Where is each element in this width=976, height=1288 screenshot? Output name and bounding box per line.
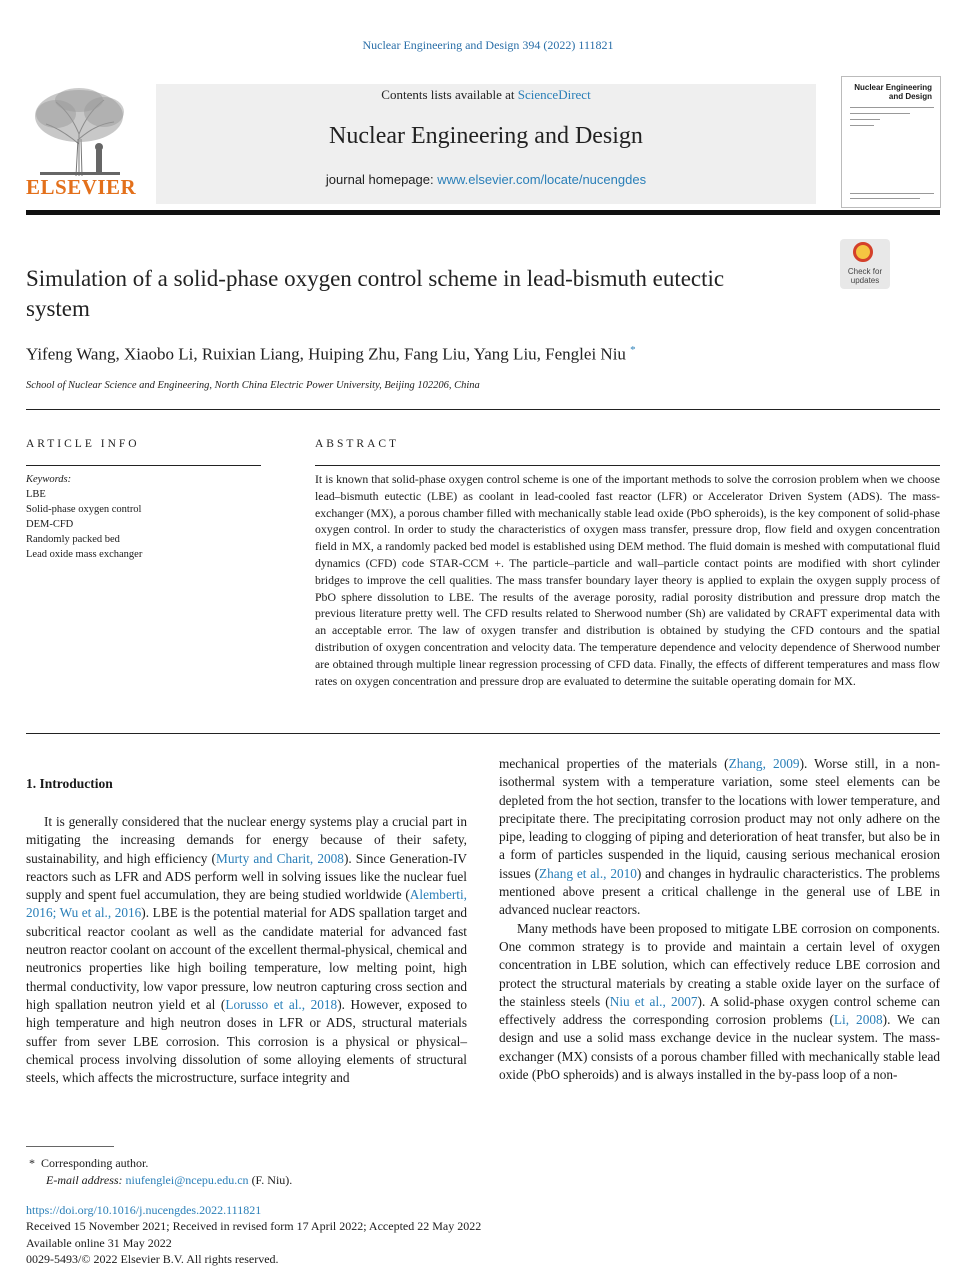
homepage-link[interactable]: www.elsevier.com/locate/nucengdes — [437, 172, 647, 187]
doi-link[interactable]: https://doi.org/10.1016/j.nucengdes.2022.111821 — [26, 1203, 262, 1217]
author-name[interactable]: Yang Liu — [473, 344, 537, 364]
cover-rule — [850, 198, 920, 199]
footnote-mark: * — [29, 1156, 35, 1170]
text-span: It is generally considered that the nuclear energy systems play a crucial part in mitigating the increasing demands for energy because of their safety, sustainability, and high efficiency ( — [26, 814, 467, 866]
text-span: Many methods have been proposed to mitigate LBE corrosion on components. One common strategy is to provide and maintain a certain level of oxygen concentration in LBE solution, which can effectively reduce LBE corrosion and protect the structural materials by creating a stable oxide layer on the surface of the stainless steels ( — [499, 920, 940, 1009]
email-label: E-mail address: — [46, 1173, 123, 1187]
publication-info — [26, 1202, 481, 1267]
keyword: DEM-CFD — [26, 519, 74, 530]
right-column — [499, 755, 940, 1084]
keywords-block — [26, 472, 266, 562]
text-span: mechanical properties of the materials ( — [499, 756, 729, 771]
article-title: Simulation of a solid-phase oxygen control scheme in lead-bismuth eutectic system — [26, 266, 725, 321]
affiliation: School of Nuclear Science and Engineering, North China Electric Power University, Beijing 102206, China — [26, 380, 480, 391]
footnote-line-email — [26, 1172, 292, 1189]
journal-citation[interactable]: Nuclear Engineering and Design 394 (2022) 111821 — [362, 38, 614, 52]
elsevier-logo-text: ELSEVIER — [26, 175, 137, 199]
text-span: ). Since Generation-IV reactors such as LFR and ADS perform well in solving issues like the nuclear fuel supply and spent fuel accumulation, they are being studied worldwide ( — [26, 850, 467, 903]
citation-link[interactable]: Zhang et al., 2010 — [539, 865, 637, 881]
header-rule — [26, 210, 940, 215]
divider — [26, 733, 940, 734]
contents-line — [156, 87, 816, 103]
abstract-heading: ABSTRACT — [315, 438, 400, 450]
journal-cover-thumbnail[interactable] — [841, 76, 941, 208]
author-list: Yifeng Wang, Xiaobo Li, Ruixian Liang, Huiping Zhu, Fang Liu, Yang Liu, Fenglei Niu * — [26, 344, 636, 364]
footnote-rule — [26, 1146, 114, 1147]
section-heading-introduction: 1. Introduction — [26, 776, 113, 791]
author-name[interactable]: Huiping Zhu — [308, 344, 396, 364]
text-span: ). A solid-phase oxygen control scheme can effectively address the corresponding corrosion problems ( — [499, 993, 941, 1028]
footnote — [26, 1155, 292, 1189]
check-updates-icon — [853, 242, 873, 262]
cover-rule — [850, 113, 910, 114]
cover-title-line-1: Nuclear Engineering — [854, 83, 932, 92]
text-span: ). Worse still, in a non-isothermal system with a temperature variation, some steel elements can be depleted from the hot section, transfer to the locations with lower temperature, and precipitate there. The precipitating corrosion product may not only adhere on the pipe, leading to clogging of piping and deterioration of heat transfer, but also be in a form of particles suspended in the liquid, causing serious mechanical erosion issues ( — [499, 756, 940, 881]
cover-rule — [850, 125, 874, 126]
received-dates: Received 15 November 2021; Received in revised form 17 April 2022; Accepted 22 May 2022 — [26, 1219, 482, 1234]
footnote-text: Corresponding author. — [41, 1156, 149, 1170]
divider — [315, 465, 940, 466]
paragraph — [499, 920, 940, 1085]
divider — [26, 465, 261, 466]
cover-rule — [850, 107, 934, 108]
contents-prefix: Contents lists available at — [381, 87, 515, 102]
citation-link[interactable]: Li, 2008 — [833, 1012, 883, 1028]
email-link[interactable]: niufenglei@ncepu.edu.cn — [125, 1173, 249, 1187]
author-name[interactable]: Fang Liu — [403, 344, 466, 364]
text-span: ) and changes in hydraulic characteristics. The problems mentioned above present a critical challenge in the general use of LBE in advanced nuclear reactors. — [499, 865, 940, 918]
badge-line-2: updates — [850, 276, 880, 285]
keyword: Randomly packed bed — [26, 534, 120, 545]
keyword: LBE — [26, 489, 46, 500]
badge-line-1: Check for — [847, 267, 883, 276]
citation-link[interactable]: Zhang, 2009 — [728, 756, 800, 771]
keyword: Lead oxide mass exchanger — [26, 549, 143, 560]
journal-header — [26, 76, 940, 208]
cover-title-line-2: and Design — [888, 92, 932, 101]
author-name[interactable]: Fenglei Niu — [545, 344, 626, 364]
text-span: ). However, exposed to high temperature and high neutron doses in LFR or ADS, structural materials suffer from sever LBE corrosion. This corrosion is a physical or physical–chemical process involving dissolution of some alloying elements of structural steels, which affects the microstructure, surface integrity and — [26, 996, 467, 1086]
check-for-updates-badge[interactable] — [840, 239, 890, 289]
homepage-prefix: journal homepage: — [325, 172, 434, 187]
article-info-heading: ARTICLE INFO — [26, 438, 140, 450]
keyword: Solid-phase oxygen control — [26, 504, 142, 515]
tree-logo-icon — [26, 84, 132, 180]
paragraph — [499, 755, 940, 920]
cover-title — [854, 83, 932, 101]
cover-rule — [850, 119, 880, 120]
keywords-label: Keywords: — [26, 474, 72, 485]
sciencedirect-link[interactable]: ScienceDirect — [517, 87, 591, 102]
citation-link[interactable]: Lorusso et al., 2018 — [225, 996, 338, 1012]
elsevier-logo[interactable] — [26, 84, 137, 204]
available-online: Available online 31 May 2022 — [26, 1235, 172, 1250]
journal-name: Nuclear Engineering and Design — [329, 123, 643, 149]
badge-text — [840, 267, 890, 285]
paragraph — [26, 813, 467, 1087]
abstract-text: It is known that solid-phase oxygen control scheme is one of the important methods to solve the corrosion problem when we choose lead–bismuth eutectic (LBE) as coolant in lead-cooled fast reactor (LFR) or Accelerator Driven System (ADS). The mass-exchanger (MX), a porous chamber filled with mechanically stable lead oxide (PbO spheroids), is the key component of solid-phase oxygen control. In order to study the characteristics of oxygen mass transfer, pressure drop, flow field and oxygen concentration field in MX, a randomly packed bed model is established using DEM method. The fluid domain is meshed with computational fluid dynamics (CFD) code STAR-CCM +. The particle–particle and wall–particle contact points are modified with short cylinder bridges to improve the cell qualities. The mass transfer boundary layer theory is applied to explain the oxygen supply process of PbO sphere dissolution to LBE. The results of the average porosity, radial porosity distribution and pressure drop match the previous literature pretty well. The CFD results related to Sherwood number (Sh) are validated by CRAFT experimental data with an acceptable error. The law of oxygen transfer and distribution is obtained by studying the CFD contours and the spatial distribution of oxygen concentration and velocity data. The temperature dependence and velocity dependence of Sherwood number are obtained through multiple linear regression processing of CFD data. Finally, the effects of different temperatures and mass flow rates on oxygen concentration and pressure drop are evaluated to determine the suitable operating domain for MX. — [315, 472, 940, 688]
author-name[interactable]: Xiaobo Li — [123, 344, 194, 364]
citation-link[interactable]: Alemberti, 2016; Wu et al., 2016 — [26, 887, 467, 921]
author-name[interactable]: Ruixian Liang — [201, 344, 300, 364]
footnote-line-corresponding — [26, 1155, 292, 1172]
cover-rule — [850, 193, 934, 194]
author-name[interactable]: Yifeng Wang — [26, 344, 116, 364]
corresponding-author-mark[interactable]: * — [630, 344, 636, 356]
citation-link[interactable]: Murty and Charit, 2008 — [216, 850, 344, 866]
divider — [26, 409, 940, 410]
copyright: 0029-5493/© 2022 Elsevier B.V. All rights reserved. — [26, 1251, 279, 1266]
citation-link[interactable]: Niu et al., 2007 — [609, 993, 698, 1009]
homepage-line — [156, 172, 816, 187]
text-span: ). LBE is the potential material for ADS spallation target and subcritical reactor coolant as well as the candidate material for advanced fast neutron reactor coolant on account of the excellent thermal-physical, chemical and neutronics properties like high boiling temperature, low melting point, high thermal conductivity, low vapor pressure, low neutron capturing cross section and high spallation neutron yield et al ( — [26, 905, 468, 1012]
left-column — [26, 813, 467, 1087]
journal-banner — [156, 84, 816, 204]
text-span: ). We can design and use a solid mass exchange device in the nuclear system. The mass-exchanger (MX) consists of a porous chamber filled with mechanically stable lead oxide (PbO spheroids) and is always installed in the by-pass loop of a non- — [499, 1012, 941, 1083]
email-suffix: (F. Niu). — [251, 1173, 293, 1187]
